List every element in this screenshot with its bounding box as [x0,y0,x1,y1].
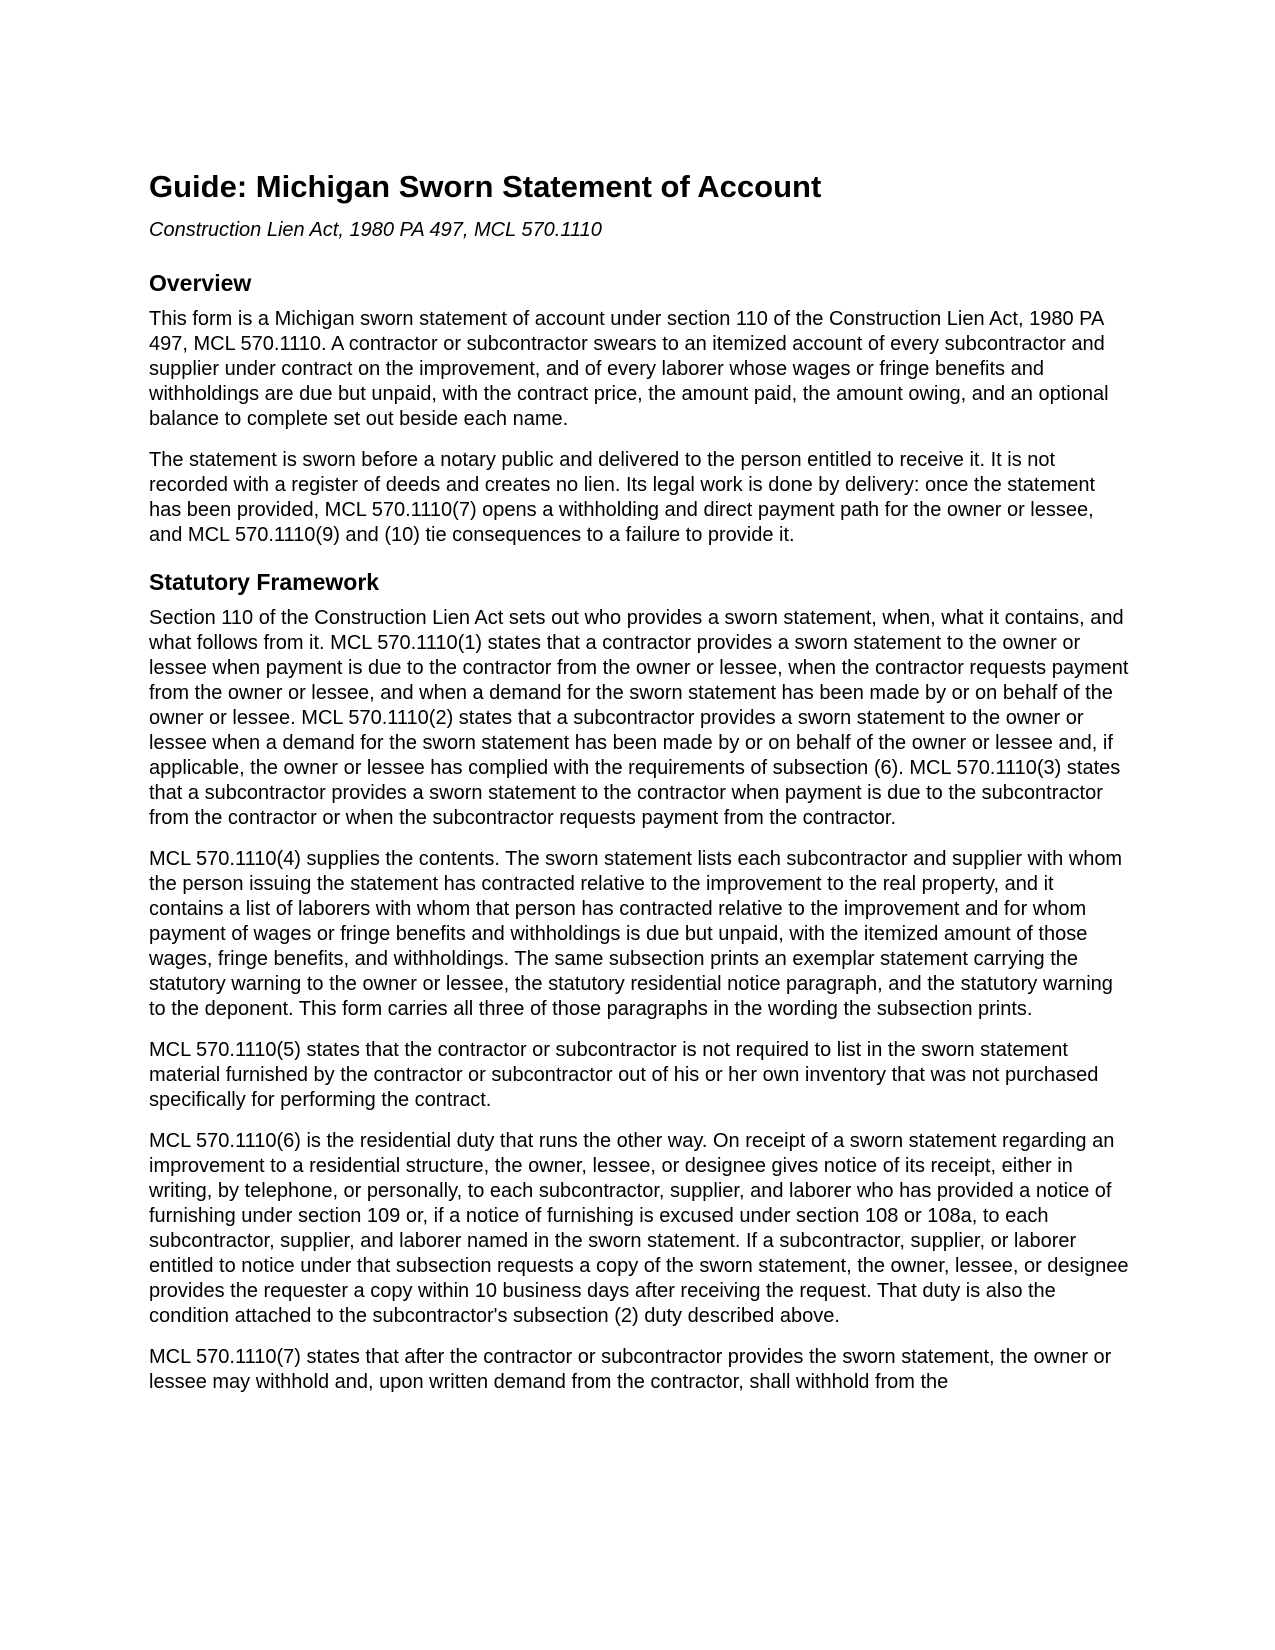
document-page [149,168,1129,1395]
framework-paragraph-2: MCL 570.1110(4) supplies the contents. The sworn statement lists each subcontractor and supplier with whom the person issuing the statement has contracted relative to the improvement to the real property, and it contains a list of laborers with whom that person has contracted relative to the improvement and for whom payment of wages or fringe benefits and withholdings is due but unpaid, with the itemized amount of those wages, fringe benefits, and withholdings. The same subsection prints an exemplar statement carrying the statutory warning to the owner or lessee, the statutory residential notice paragraph, and the statutory warning to the deponent. This form carries all three of those paragraphs in the wording the subsection prints. [149,848,1123,1020]
overview-paragraph-1: This form is a Michigan sworn statement of account under section 110 of the Construction Lien Act, 1980 PA 497, MCL 570.1110. A contractor or subcontractor swears to an itemized account of every subcontractor and supplier under contract on the improvement, and of every laborer whose wages or fringe benefits and withholdings are due but unpaid, with the contract price, the amount paid, the amount owing, and an optional balance to complete set out beside each name. [149,308,1109,430]
framework-paragraph-1: Section 110 of the Construction Lien Act sets out who provides a sworn statement, when, what it contains, and what follows from it. MCL 570.1110(1) states that a contractor provides a sworn statement to the owner or lessee when payment is due to the contractor from the owner or lessee, when the contractor requests payment from the owner or lessee, and when a demand for the sworn statement has been made by or on behalf of the owner or lessee. MCL 570.1110(2) states that a subcontractor provides a sworn statement to the owner or lessee when a demand for the sworn statement has been made by or on behalf of the owner or lessee and, if applicable, the owner or lessee has complied with the requirements of subsection (6). MCL 570.1110(3) states that a subcontractor provides a sworn statement to the contractor when payment is due to the subcontractor from the contractor or when the subcontractor requests payment from the contractor. [149,607,1129,829]
framework-paragraph-3: MCL 570.1110(5) states that the contractor or subcontractor is not required to list in the sworn statement material furnished by the contractor or subcontractor out of his or her own inventory that was not purchased specifically for performing the contract. [149,1039,1099,1111]
document-title: Guide: Michigan Sworn Statement of Account [149,169,822,204]
document-subtitle: Construction Lien Act, 1980 PA 497, MCL 570.1110 [149,219,602,241]
section-heading-overview: Overview [149,270,252,296]
framework-paragraph-5: MCL 570.1110(7) states that after the contractor or subcontractor provides the sworn statement, the owner or lessee may withhold and, upon written demand from the contractor, shall withhold from the [149,1346,1112,1393]
framework-paragraph-4: MCL 570.1110(6) is the residential duty that runs the other way. On receipt of a sworn statement regarding an improvement to a residential structure, the owner, lessee, or designee gives notice of its receipt, either in writing, by telephone, or personally, to each subcontractor, supplier, and laborer who has provided a notice of furnishing under section 109 or, if a notice of furnishing is excused under section 108 or 108a, to each subcontractor, supplier, and laborer named in the sworn statement. If a subcontractor, supplier, or laborer entitled to notice under that subsection requests a copy of the sworn statement, the owner, lessee, or designee provides the requester a copy within 10 business days after receiving the request. That duty is also the condition attached to the subcontractor's subsection (2) duty described above. [149,1130,1129,1327]
section-heading-statutory-framework: Statutory Framework [149,569,380,595]
overview-paragraph-2: The statement is sworn before a notary public and delivered to the person entitled to receive it. It is not recorded with a register of deeds and creates no lien. Its legal work is done by delivery: once the statement has been provided, MCL 570.1110(7) opens a withholding and direct payment path for the owner or lessee, and MCL 570.1110(9) and (10) tie consequences to a failure to provide it. [149,449,1096,546]
